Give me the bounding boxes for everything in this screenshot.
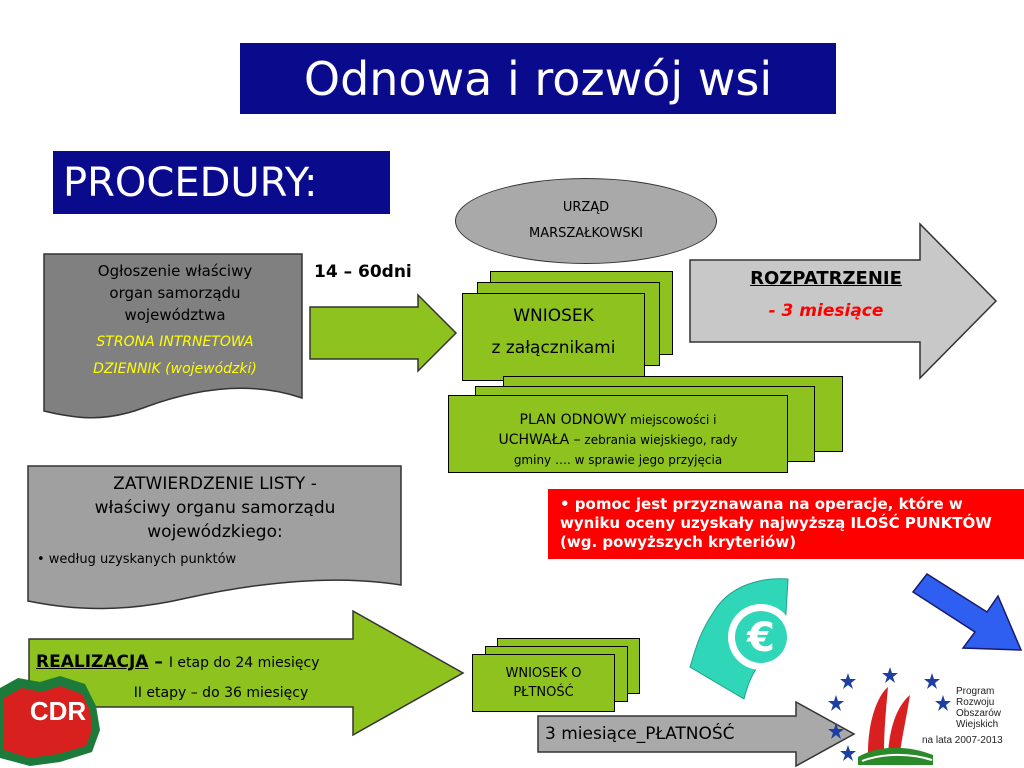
implementation-dash: –: [148, 652, 169, 672]
review-heading: ROZPATRZENIE: [750, 268, 902, 289]
approval-line2: właściwy organu samorządu: [94, 498, 336, 518]
urzad-marszalkowski-ellipse: [455, 178, 717, 264]
approval-line1: ZATWIERDZENIE LISTY -: [113, 474, 317, 494]
green-arrow-to-application: [308, 293, 458, 373]
cdr-logo: [0, 670, 105, 768]
plan-line2: [449, 430, 787, 450]
implementation-heading: REALIZACJA: [36, 652, 149, 672]
plan-main1: PLAN ODNOWY: [519, 412, 627, 428]
plan-small1: miejscowości i: [626, 413, 717, 427]
red-note-text: • pomoc jest przyznawana na operacje, które w wyniku oceny uzyskały najwyższą ILOŚĆ PUNKTÓW (wg. powyższych kryteriów): [560, 495, 992, 551]
plan-line3: gminy …. w sprawie jego przyjęcia: [513, 453, 723, 467]
application-attachments: z załącznikami: [491, 338, 616, 358]
red-note-box: [548, 489, 1024, 559]
implementation-stage1: I etap do 24 miesięcy: [168, 655, 320, 671]
application-title: WNIOSEK: [513, 306, 594, 326]
euro-symbol: €: [747, 615, 775, 661]
review-text: [692, 268, 960, 321]
urzad-line1: URZĄD: [562, 200, 610, 215]
review-duration: - 3 miesiące: [768, 301, 884, 321]
plan-card: [448, 395, 788, 473]
implementation-stage2: II etapy – do 36 miesięcy: [133, 685, 309, 701]
announcement-website: STRONA INTRNETOWA: [96, 334, 254, 350]
prow-line1: Program: [956, 686, 995, 697]
urzad-line2: MARSZAŁKOWSKI: [528, 226, 643, 241]
cdr-logo-text: CDR: [29, 696, 87, 726]
prow-logo-text: [956, 686, 1024, 730]
application-card: [462, 293, 645, 381]
announcement-text: [52, 260, 298, 380]
prow-line3: Obszarów: [956, 708, 1002, 719]
euro-icon: [688, 575, 808, 703]
days-label: 14 – 60dni: [314, 262, 412, 282]
plan-main2: UCHWAŁA –: [498, 432, 581, 448]
procedures-heading: [53, 151, 390, 214]
payment-request-line1: WNIOSEK O: [505, 666, 582, 681]
prow-logo-emblem: [828, 665, 953, 768]
plan-line1: [449, 410, 787, 430]
page-title: [240, 43, 836, 114]
announcement-journal: DZIENNIK (wojewódzki): [93, 361, 257, 377]
page-title-text: Odnowa i rozwój wsi: [303, 51, 773, 106]
prow-logo-years: na lata 2007-2013: [922, 735, 1003, 746]
payment-label: 3 miesiące_PŁATNOŚĆ: [545, 724, 735, 744]
approval-bullet: • według uzyskanych punktów: [37, 552, 237, 567]
approval-text: [35, 472, 395, 572]
announcement-line2: organ samorządu: [109, 284, 241, 302]
approval-line3: wojewódzkiego:: [147, 522, 283, 542]
prow-line2: Rozwoju: [956, 697, 995, 708]
blue-arrow: [905, 572, 1024, 654]
announcement-line1: Ogłoszenie właściwy: [97, 262, 253, 280]
payment-request-line2: PŁTNOŚĆ: [513, 685, 574, 700]
plan-small2: zebrania wiejskiego, rady: [580, 433, 738, 447]
announcement-line3: województwa: [124, 306, 226, 324]
procedures-heading-text: PROCEDURY:: [63, 159, 318, 206]
prow-line4: Wiejskich: [956, 719, 999, 730]
